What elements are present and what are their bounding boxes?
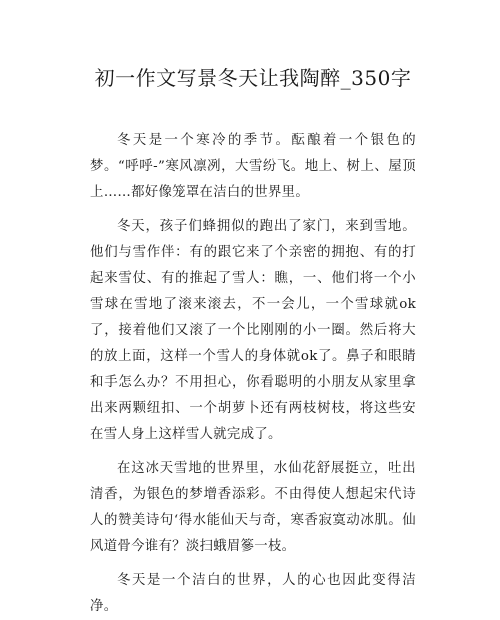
- paragraph-1: 冬天是一个寒冷的季节。酝酿着一个银色的梦。“呼呼-”寒风凛冽，大雪纷飞。地上、树上、屋顶上……都好像笼罩在洁白的世界里。: [90, 133, 416, 200]
- paragraph-3: 在这冰天雪地的世界里，水仙花舒展挺立，吐出清香，为银色的梦增香添彩。不由得使人想起宋代诗人的赞美诗句‘得水能仙天与奇，寒香寂寞动冰肌。仙风道骨今谁有？淡扫蛾眉篸一枝。: [90, 461, 416, 554]
- paragraph-2: 冬天，孩子们蜂拥似的跑出了家门，来到雪地。他们与雪作伴：有的跟它来了个亲密的拥抱、有的打起来雪仗、有的推起了雪人：瞧，一、他们将一个小雪球在雪地了滚来滚去，不一会儿，一个雪球就ok了，接着他们又滚了一个比刚刚的小一圈。然后将大的放上面，这样一个雪人的身体就ok了。鼻子和眼睛和手怎么办？不用担心，你看聪明的小朋友从家里拿出来两颗纽扣、一个胡萝卜还有两枝树枝，将这些安在雪人身上这样雪人就完成了。: [90, 219, 416, 442]
- paragraph-4: 冬天是一个洁白的世界，人的心也因此变得洁净。: [90, 573, 416, 614]
- document-title: 初一作文写景冬天让我陶醉_350字: [94, 66, 412, 90]
